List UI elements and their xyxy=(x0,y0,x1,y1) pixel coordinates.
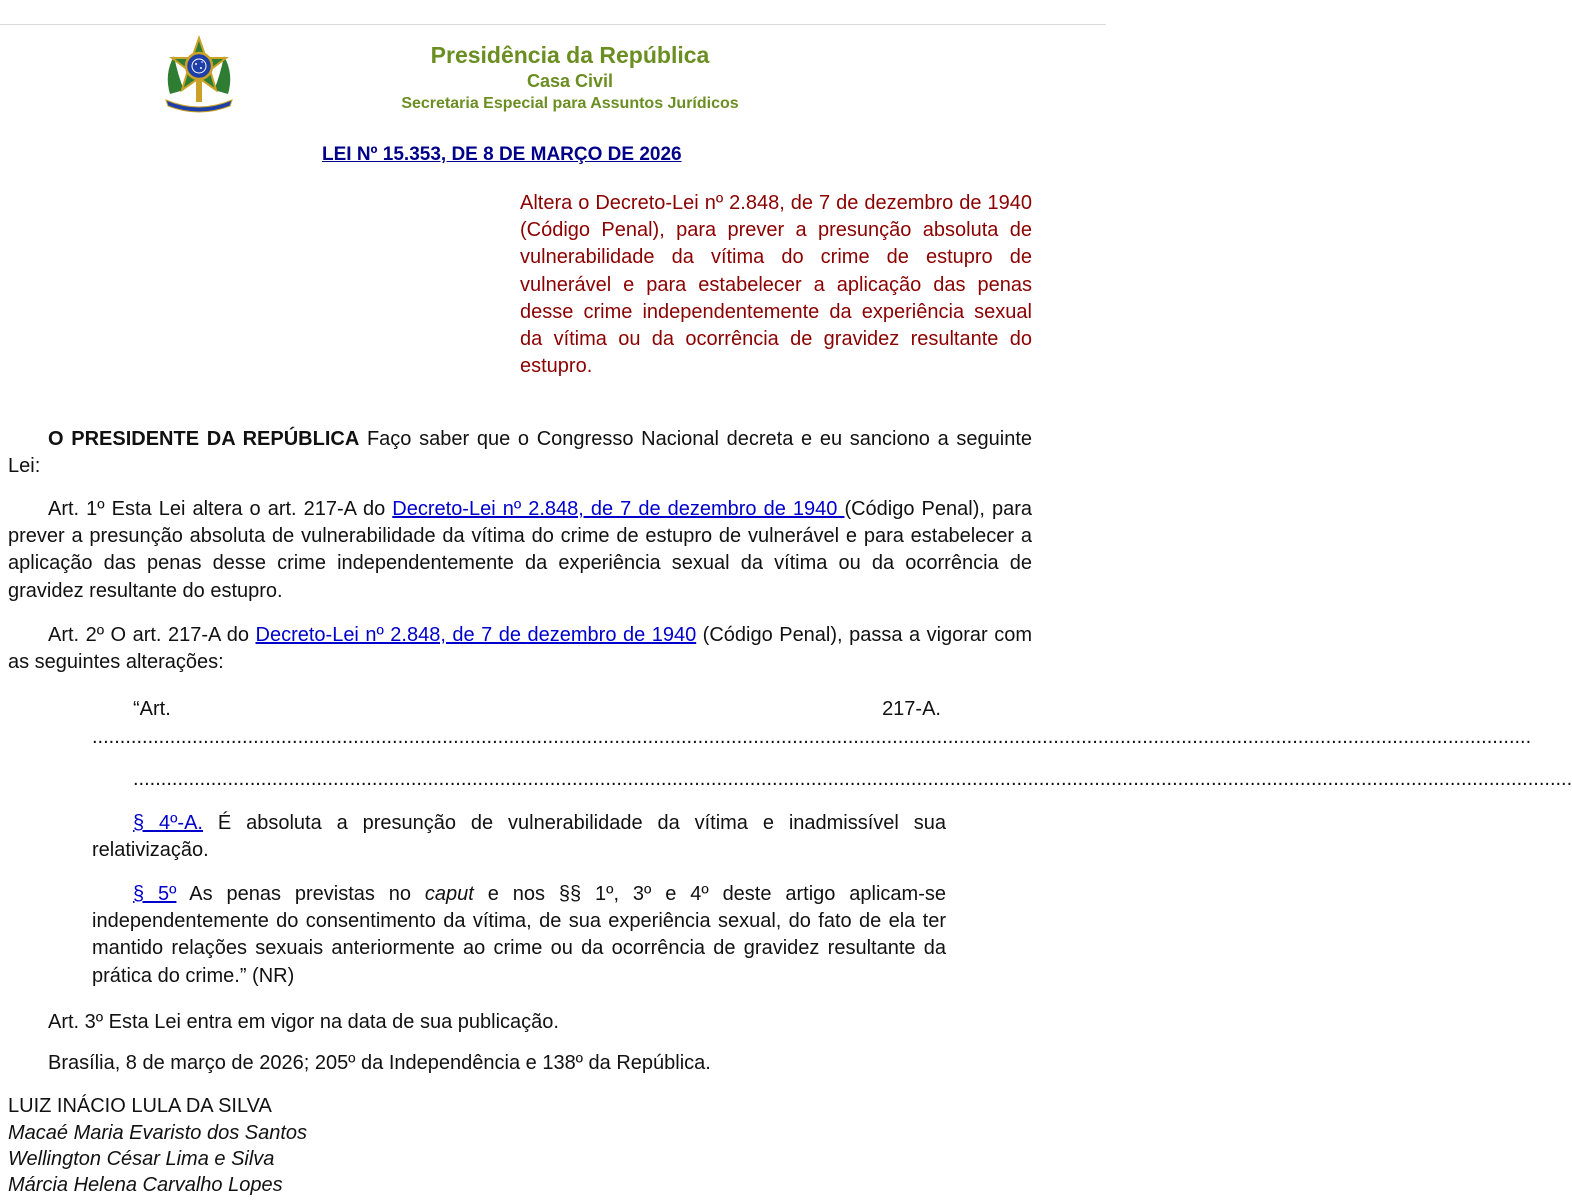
decreto-lei-link[interactable]: Decreto-Lei nº 2.848, de 7 de dezembro de 1940 xyxy=(255,624,697,646)
date-line: Brasília, 8 de março de 2026; 205º da Independência e 138º da República. xyxy=(48,1052,711,1074)
coat-of-arms-icon xyxy=(160,34,238,118)
header-secretaria: Secretaria Especial para Assuntos Jurídicos xyxy=(401,95,739,112)
article-1-prefix: Art. 1º Esta Lei altera o art. 217-A do xyxy=(48,498,393,520)
article-1-suffix: (Código Penal), para prever a presunção absoluta de vulnerabilidade da vítima do crime de estupro de vulnerável e para estabelecer a aplicação das penas desse crime independentemente da experiência sexual da vítima ou da ocorrência de gravidez resultante do estupro. xyxy=(8,498,1032,602)
header-casa-civil: Casa Civil xyxy=(526,71,614,91)
omitted-text-dots: ................................................................................................................................................................................................................................................................... xyxy=(92,726,1532,748)
signature-minister: Wellington César Lima e Silva xyxy=(8,1148,275,1170)
signature-minister: Macaé Maria Evaristo dos Santos xyxy=(8,1122,308,1144)
paragraph-5 xyxy=(92,881,946,990)
article-1 xyxy=(8,496,1032,605)
article-2 xyxy=(8,622,1032,676)
article-3: Art. 3º Esta Lei entra em vigor na data de sua publicação. xyxy=(48,1011,559,1033)
paragraph-5-text-cont: e nos §§ 1º, 3º e 4º deste artigo aplicam-se independentemente do consentimento da vítima, de sua experiência sexual, do fato de ela ter mantido relações sexuais anteriormente ao crime ou da ocorrência de gravidez resultante da prática do crime.” (NR) xyxy=(92,883,946,987)
article-2-suffix: (Código Penal), passa a vigorar com as seguintes alterações: xyxy=(8,624,1032,674)
quote-art-label: “Art. xyxy=(133,698,171,720)
decreto-lei-link[interactable]: Decreto-Lei nº 2.848, de 7 de dezembro de 1940 xyxy=(392,498,845,520)
paragraph-4a xyxy=(92,810,946,864)
paragraph-5-text: As penas previstas no xyxy=(176,883,425,905)
paragraph-4a-text: É absoluta a presunção de vulnerabilidade da vítima e inadmissível sua relativização. xyxy=(92,812,946,862)
law-title[interactable]: LEI Nº 15.353, DE 8 DE MARÇO DE 2026 xyxy=(322,144,682,165)
quote-art-number: 217-A. xyxy=(882,698,941,720)
signature-president: LUIZ INÁCIO LULA DA SILVA xyxy=(8,1095,272,1117)
quoted-article-heading xyxy=(133,696,941,723)
signature-minister: Márcia Helena Carvalho Lopes xyxy=(8,1174,283,1196)
preamble-paragraph xyxy=(8,426,1032,480)
top-divider xyxy=(0,24,1106,25)
law-ementa: Altera o Decreto-Lei nº 2.848, de 7 de dezembro de 1940 (Código Penal), para prever a presunção absoluta de vulnerabilidade da vítima do crime de estupro de vulnerável e para estabelecer a aplicação das penas desse crime independentemente da experiência sexual da vítima ou da ocorrência de gravidez resultante do estupro. xyxy=(520,192,1032,378)
omitted-text-dots: ................................................................................................................................................................................................................................................................... xyxy=(133,768,1572,790)
paragraph-4a-link[interactable]: § 4º-A. xyxy=(133,812,203,834)
article-2-prefix: Art. 2º O art. 217-A do xyxy=(48,624,256,646)
header-presidencia: Presidência da República xyxy=(430,42,710,68)
caput-term: caput xyxy=(424,883,474,905)
preamble-text: Faço saber que o Congresso Nacional decreta e eu sanciono a seguinte Lei: xyxy=(8,428,1032,478)
preamble-bold: O PRESIDENTE DA REPÚBLICA xyxy=(48,428,360,450)
paragraph-5-link[interactable]: § 5º xyxy=(133,883,177,905)
